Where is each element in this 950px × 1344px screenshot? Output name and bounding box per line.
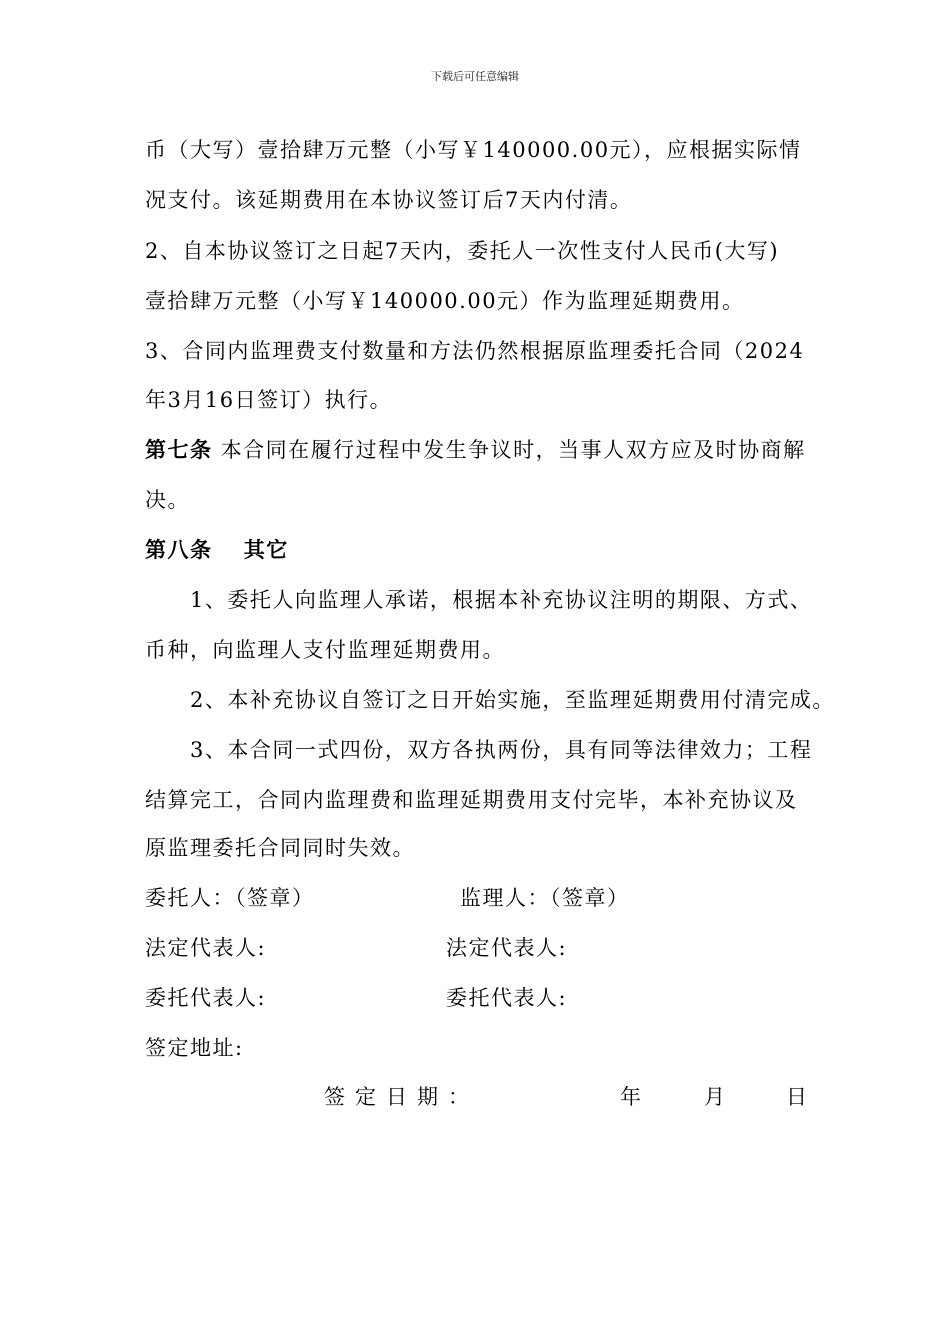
signing-date-label: 签定日期： [324, 1085, 479, 1109]
date-day-label: 日 [786, 1085, 807, 1109]
article-7-text: 决。 [145, 488, 190, 512]
authorized-agent-left: 委托代表人: [145, 986, 267, 1010]
paragraph-line: 币（大写）壹拾肆万元整（小写￥140000.00元），应根据实际情 [145, 138, 802, 162]
authorized-agent-right: 委托代表人: [446, 986, 568, 1010]
article-7 [145, 435, 806, 465]
clause-2-line: 2、自本协议签订之日起7天内，委托人一次性支付人民币(大写) [145, 239, 780, 263]
legal-representative-right: 法定代表人: [446, 936, 568, 960]
clause-3-line: 年3月16日签订）执行。 [145, 388, 393, 412]
legal-representative-left: 法定代表人: [145, 936, 267, 960]
article-7-text: 本合同在履行过程中发生争议时，当事人双方应及时协商解 [220, 438, 806, 462]
client-signature-label: 委托人：（签章） [145, 886, 315, 910]
article-7-title: 第七条 [145, 437, 213, 462]
article-8-item-3: 结算完工，合同内监理费和监理延期费用支付完毕，本补充协议及 [145, 788, 798, 812]
article-8-item-2: 2、本补充协议自签订之日开始实施，至监理延期费用付清完成。 [190, 688, 835, 712]
article-8-item-1: 币种，向监理人支付监理延期费用。 [145, 638, 505, 662]
article-8-item-1: 1、委托人向监理人承诺，根据本补充协议注明的期限、方式、 [190, 588, 813, 612]
signing-address-label: 签定地址: [145, 1036, 244, 1060]
supervisor-signature-label: 监理人：（签章） [460, 886, 630, 910]
date-month-label: 月 [704, 1085, 725, 1109]
paragraph-line: 况支付。该延期费用在本协议签订后7天内付清。 [145, 188, 633, 212]
clause-2-line: 壹拾肆万元整（小写￥140000.00元）作为监理延期费用。 [145, 289, 745, 313]
article-8-item-3: 原监理委托合同同时失效。 [145, 836, 415, 860]
article-8-item-3: 3、本合同一式四份，双方各执两份，具有同等法律效力；工程 [190, 738, 813, 762]
clause-3-line: 3、合同内监理费支付数量和方法仍然根据原监理委托合同（2024 [145, 339, 805, 363]
date-year-label: 年 [620, 1085, 641, 1109]
article-8-title: 第八条 其它 [145, 537, 289, 562]
page-header-note: 下载后可任意编辑 [431, 70, 519, 83]
signing-date-row [324, 1082, 807, 1112]
